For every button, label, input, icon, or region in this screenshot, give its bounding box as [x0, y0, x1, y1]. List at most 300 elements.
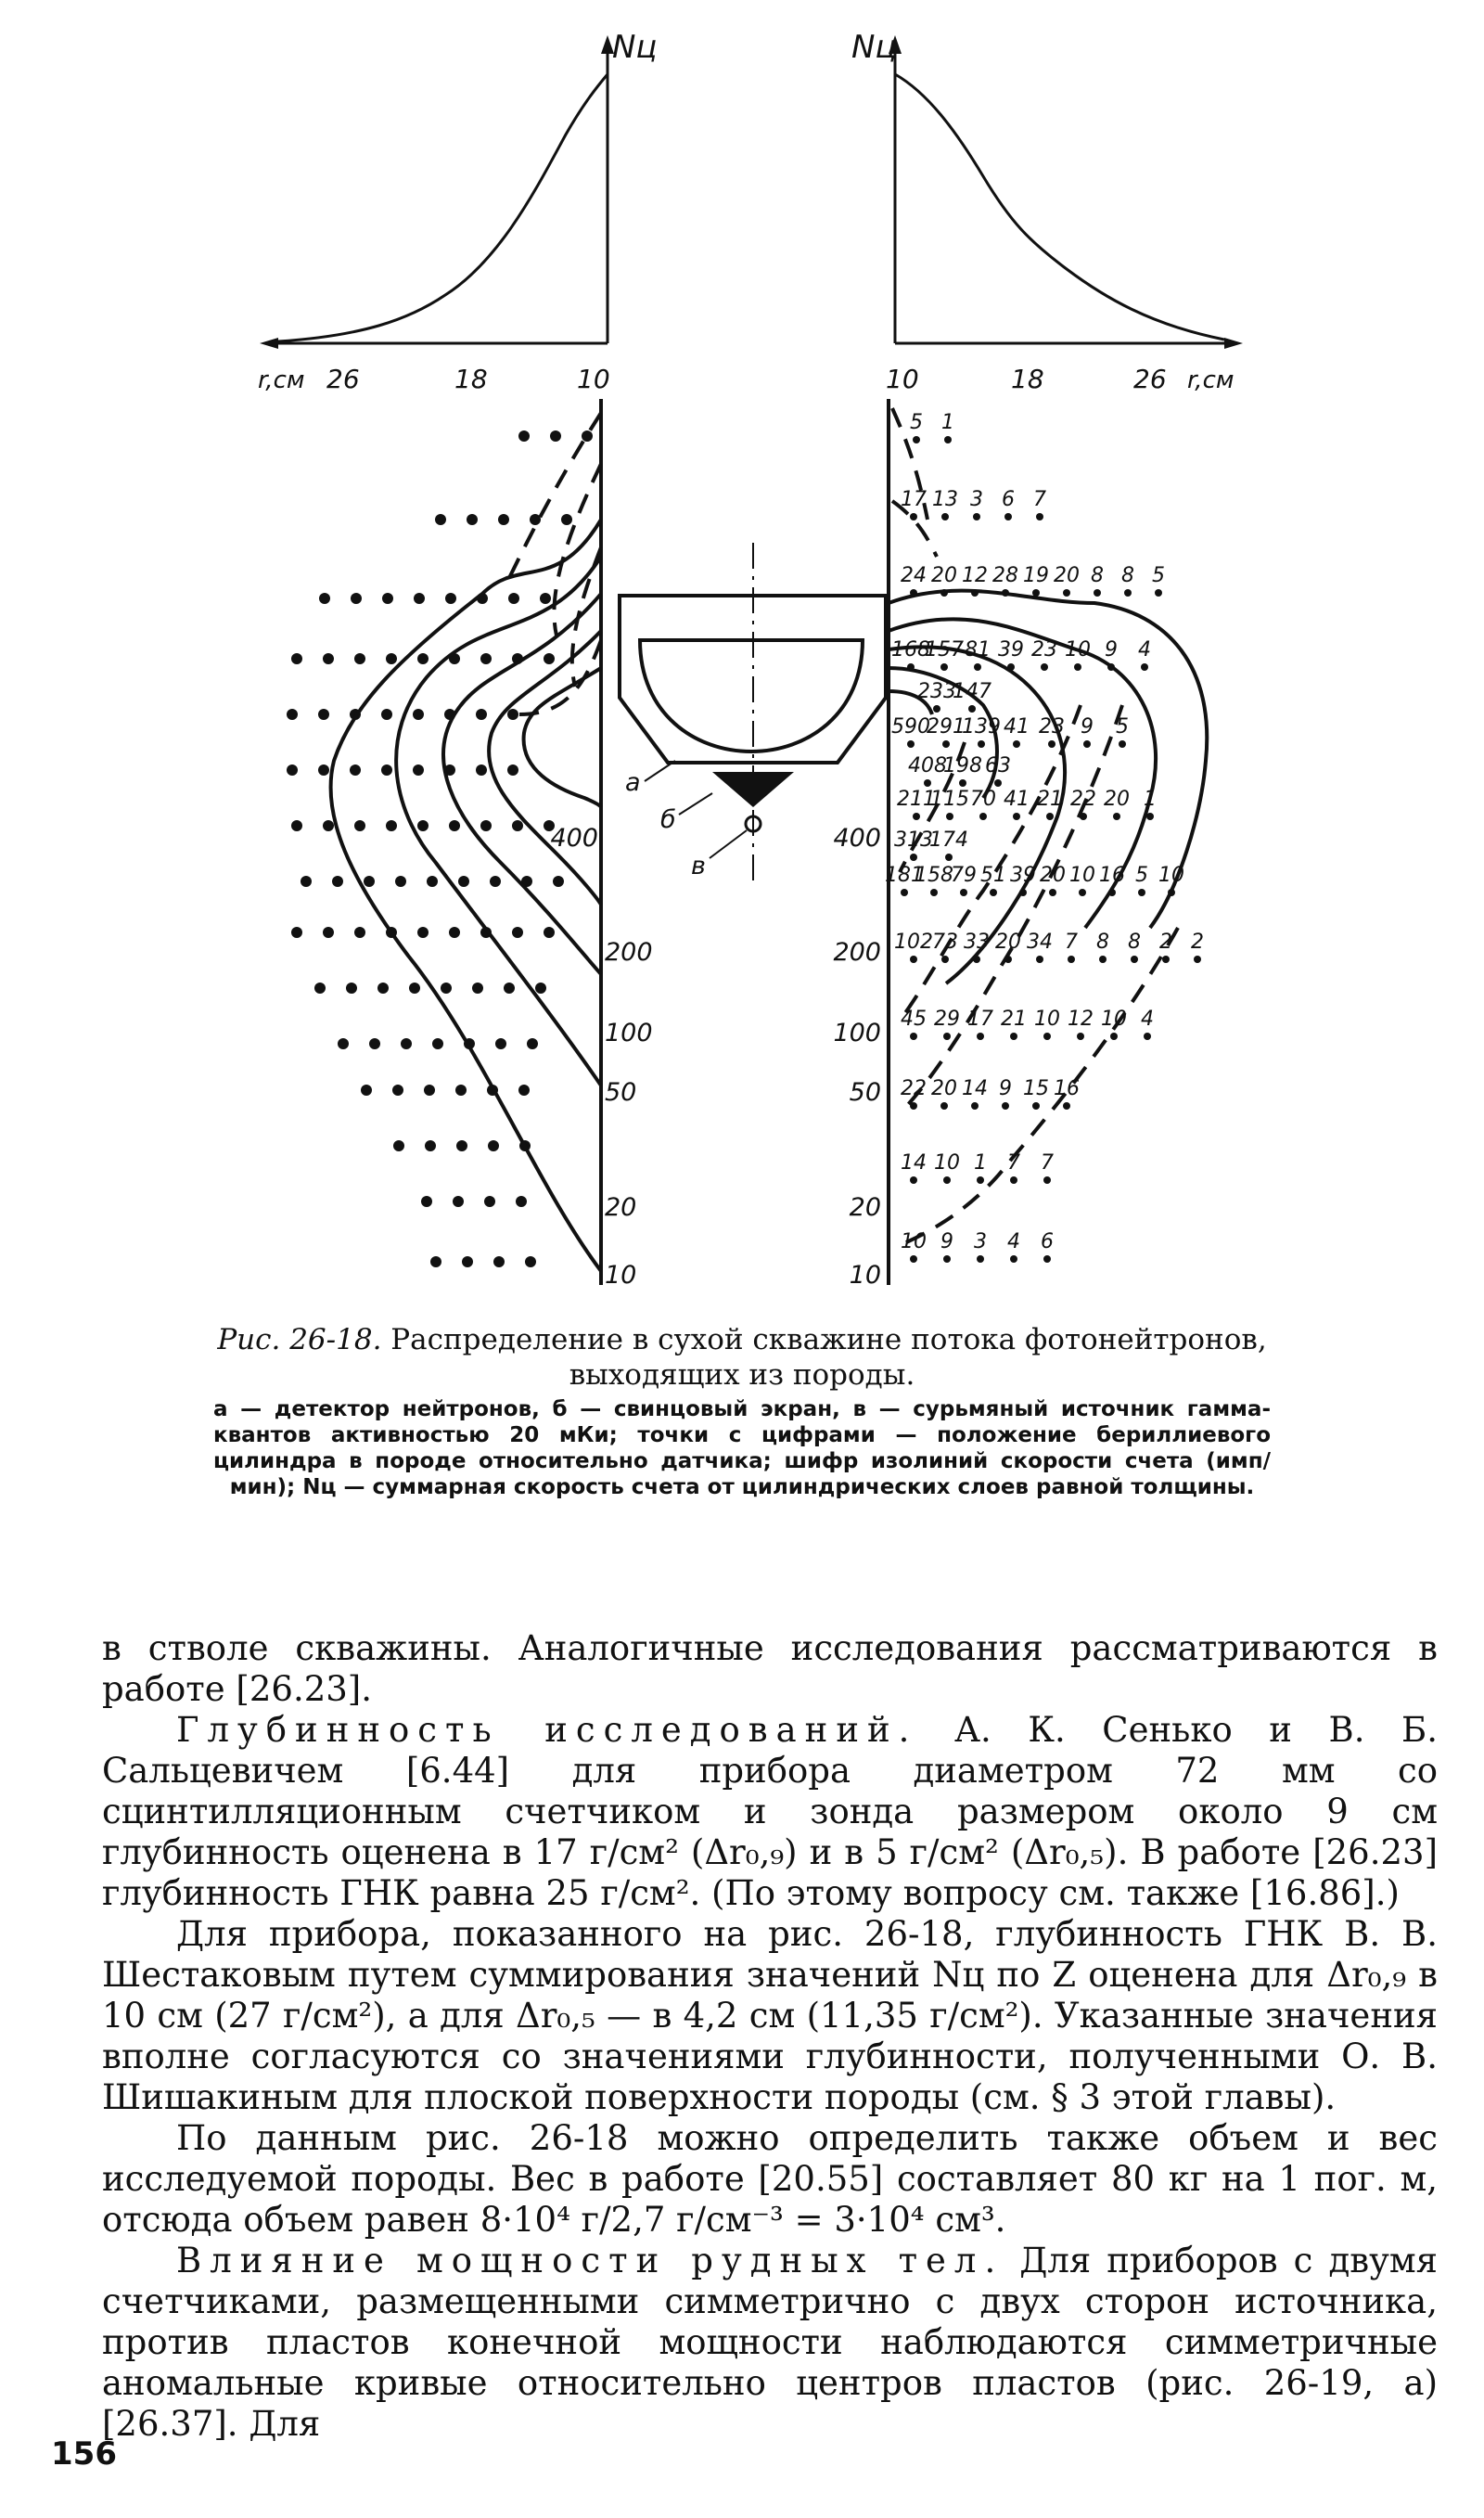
beryllium-position-dot: [413, 764, 424, 776]
left-isoline-label: 50: [605, 1078, 637, 1107]
beryllium-position-dot: [1146, 813, 1154, 820]
beryllium-position-dot: [561, 514, 572, 525]
beryllium-position-dot: [493, 1256, 505, 1267]
beryllium-position-dot: [364, 876, 375, 887]
beryllium-position-dot: [535, 983, 546, 994]
beryllium-position-dot: [910, 1255, 917, 1263]
count-rate-label: 211: [897, 788, 936, 811]
count-rate-label: 81: [965, 638, 991, 662]
count-rate-label: 79: [951, 864, 977, 887]
count-rate-label: 19: [1023, 564, 1049, 587]
beryllium-position-dot: [395, 876, 406, 887]
body-text: [102, 1628, 1438, 2445]
beryllium-position-dot: [1063, 589, 1070, 597]
count-rate-label: 1: [974, 1151, 987, 1175]
beryllium-position-dot: [941, 513, 949, 520]
beryllium-position-dot: [323, 927, 334, 938]
count-rate-label: 10: [901, 1230, 927, 1253]
count-rate-label: 33: [964, 931, 990, 954]
beryllium-position-dot: [476, 709, 487, 720]
beryllium-position-dot: [1010, 1176, 1017, 1184]
right-isoline-panel: [833, 399, 1207, 1290]
count-rate-label: 20: [1104, 788, 1130, 811]
count-rate-label: 8: [1128, 931, 1141, 954]
beryllium-position-dot: [1041, 663, 1048, 671]
beryllium-position-dot: [978, 740, 985, 748]
beryllium-position-dot: [907, 740, 915, 748]
count-rate-label: 22: [1070, 788, 1096, 811]
beryllium-position-dot: [913, 813, 920, 820]
beryllium-position-dot: [943, 1255, 951, 1263]
beryllium-position-dot: [1083, 740, 1091, 748]
beryllium-position-dot: [1155, 589, 1162, 597]
count-rate-label: 5: [1152, 564, 1165, 587]
paragraph: [102, 1710, 1438, 1914]
right-tick-26: 26: [1133, 364, 1167, 394]
beryllium-position-dot: [944, 436, 952, 443]
count-rate-label: 174: [929, 829, 968, 852]
beryllium-position-dot: [990, 889, 997, 896]
count-rate-label: 39: [998, 638, 1024, 662]
paragraph: Для прибора, показанного на рис. 26-18, глубинность ГНК В. В. Шестаковым путем суммирования значений Nц по Z оценена для Δr₀,₉ в 10 см (27 г/см²), а для Δr₀,₅ — в 4,2 см (11,35 г/см²). Указанные значения вполне согласуются со значениями глубинности, полученными О. В. Шишакиным для плоской поверхности породы (см. § 3 этой главы).: [102, 1914, 1438, 2117]
beryllium-position-dot: [1124, 589, 1132, 597]
beryllium-position-dot: [393, 1140, 404, 1151]
beryllium-position-dot: [427, 876, 438, 887]
count-rate-label: 23: [1031, 638, 1057, 662]
beryllium-position-dot: [1010, 1255, 1017, 1263]
count-rate-label: 14: [962, 1077, 988, 1100]
count-rate-label: 5: [910, 411, 923, 434]
beryllium-position-dot: [525, 1256, 536, 1267]
left-profile-curve: [278, 74, 608, 341]
beryllium-position-dot: [498, 514, 509, 525]
beryllium-position-dot: [910, 1102, 917, 1110]
beryllium-position-dot: [1107, 663, 1115, 671]
beryllium-position-dot: [1077, 1033, 1084, 1040]
left-tick-10: 10: [577, 364, 610, 394]
beryllium-position-dot: [1138, 889, 1145, 896]
paragraph-text: А. К. Сенько и В. Б. Сальцевичем [6.44] для прибора диаметром 72 мм со сцинтилляционным счетчиком и зонда размером около 9 см глубинность оценена в 17 г/см² (Δr₀,₉) и в 5 г/см² (Δr₀,₅). В работе [26.23] глубинность ГНК равна 25 г/см². (По этому вопросу см. также [16.86].): [102, 1710, 1438, 1913]
right-isoline-label: 10: [849, 1261, 881, 1290]
left-solid-isolines: [331, 520, 601, 1271]
count-rate-label: 23: [1039, 715, 1065, 739]
beryllium-position-dot: [941, 956, 949, 963]
paragraph: в стволе скважины. Аналогичные исследования рассматриваются в работе [26.23].: [102, 1628, 1438, 1709]
count-rate-label: 17: [967, 1008, 993, 1031]
beryllium-position-dot: [1032, 589, 1040, 597]
beryllium-position-dot: [1080, 813, 1087, 820]
count-rate-label: 20: [1040, 864, 1066, 887]
section-heading: Влияние мощности рудных тел.: [176, 2241, 1004, 2280]
beryllium-position-dot: [1099, 956, 1107, 963]
paragraph: По данным рис. 26-18 можно определить также объем и вес исследуемой породы. Вес в работе [20.55] составляет 80 кг на 1 пог. м, отсюда объем равен 8·10⁴ г/2,7 г/см⁻³ = 3·10⁴ см³.: [102, 2118, 1438, 2240]
left-isoline-label: 400: [550, 824, 598, 853]
figure-title: Распределение в сухой скважине потока фотонейтронов, выходящих из породы.: [390, 1323, 1267, 1392]
count-rate-label: 10: [1158, 864, 1184, 887]
count-rate-label: 15: [1023, 1077, 1049, 1100]
beryllium-position-dot: [508, 593, 519, 604]
beryllium-position-dot: [1131, 956, 1138, 963]
beryllium-position-dot: [910, 589, 917, 597]
right-profile-plot: [851, 29, 1243, 394]
right-isoline-label: 50: [849, 1078, 881, 1107]
beryllium-position-dot: [1036, 513, 1043, 520]
left-isoline-panel: [287, 399, 653, 1290]
count-rate-label: 590: [891, 715, 930, 739]
beryllium-position-dot: [1019, 889, 1027, 896]
beryllium-position-dot: [382, 593, 393, 604]
beryllium-position-dot: [346, 983, 357, 994]
beryllium-position-dot: [1013, 740, 1020, 748]
beryllium-position-dot: [933, 705, 940, 713]
beryllium-position-dot: [973, 956, 980, 963]
count-rate-label: 10: [1034, 1008, 1060, 1031]
beryllium-position-dot: [401, 1038, 412, 1049]
beryllium-position-dot: [462, 1256, 473, 1267]
beryllium-position-dot: [977, 1255, 984, 1263]
count-rate-label: 181: [885, 864, 924, 887]
count-rate-label: 102: [894, 931, 933, 954]
beryllium-position-dot: [1094, 589, 1101, 597]
count-rate-label: 17: [901, 488, 927, 511]
beryllium-position-dot: [319, 593, 330, 604]
beryllium-position-dot: [386, 653, 397, 664]
beryllium-position-dot: [507, 709, 518, 720]
beryllium-position-dot: [449, 927, 460, 938]
count-rate-label: 1: [1144, 788, 1157, 811]
beryllium-position-dot: [386, 820, 397, 831]
beryllium-position-dot: [449, 820, 460, 831]
beryllium-position-dot: [377, 983, 389, 994]
beryllium-position-dot: [323, 653, 334, 664]
beryllium-position-dot: [1043, 1033, 1051, 1040]
count-rate-label: 291: [927, 715, 966, 739]
beryllium-position-dot: [544, 653, 555, 664]
beryllium-position-dot: [1004, 956, 1012, 963]
count-rate-label: 7: [1033, 488, 1046, 511]
count-rate-label: 9: [1081, 715, 1094, 739]
left-tick-18: 18: [454, 364, 488, 394]
beryllium-position-dot: [361, 1085, 372, 1096]
beryllium-position-dot: [1007, 663, 1015, 671]
beryllium-position-dot: [472, 983, 483, 994]
count-rate-label: 139: [962, 715, 1001, 739]
beryllium-position-dot: [467, 514, 478, 525]
right-y-label: Nц: [851, 29, 897, 66]
count-rate-label: 313: [894, 829, 933, 852]
right-tick-10: 10: [886, 364, 919, 394]
count-rate-label: 10: [934, 1151, 960, 1175]
left-isoline-label: 20: [605, 1193, 637, 1222]
beryllium-position-dot: [974, 663, 981, 671]
count-rate-label: 29: [934, 1008, 960, 1031]
count-rate-label: 10: [1069, 864, 1095, 887]
count-rate-label: 147: [953, 680, 991, 703]
right-isoline-label: 400: [833, 824, 881, 853]
beryllium-position-dot: [338, 1038, 349, 1049]
count-rate-label: 16: [1099, 864, 1125, 887]
beryllium-position-dot: [445, 593, 456, 604]
count-rate-label: 39: [1010, 864, 1036, 887]
count-rate-label: 8: [1096, 931, 1109, 954]
beryllium-position-dot: [381, 764, 392, 776]
count-rate-label: 168: [891, 638, 930, 662]
count-rate-label: 4: [1007, 1230, 1020, 1253]
beryllium-position-dot: [971, 589, 979, 597]
beryllium-position-dot: [516, 1196, 527, 1207]
beryllium-position-dot: [458, 876, 469, 887]
beryllium-position-dot: [540, 593, 551, 604]
count-rate-label: 6: [1002, 488, 1015, 511]
count-rate-label: 45: [901, 1008, 927, 1031]
beryllium-position-dot: [354, 653, 365, 664]
count-rate-label: 6: [1041, 1230, 1054, 1253]
beryllium-position-dot: [323, 820, 334, 831]
beryllium-position-dot: [1068, 956, 1075, 963]
count-rate-label: 198: [943, 754, 982, 777]
beryllium-position-dot: [910, 1176, 917, 1184]
beryllium-position-dot: [490, 876, 501, 887]
count-rate-label: 10: [1101, 1008, 1127, 1031]
beryllium-position-dot: [943, 1033, 951, 1040]
count-rate-label: 7: [1007, 1151, 1020, 1175]
beryllium-position-dot: [1036, 956, 1043, 963]
beryllium-position-dot: [910, 513, 917, 520]
count-rate-label: 21: [1037, 788, 1063, 811]
beryllium-position-dot: [350, 764, 361, 776]
beryllium-position-dot: [417, 820, 429, 831]
beryllium-position-dot: [907, 663, 915, 671]
label-b: б: [660, 805, 676, 834]
right-isoline-label: 20: [849, 1193, 881, 1222]
count-rate-label: 3: [974, 1230, 987, 1253]
beryllium-position-dot: [946, 813, 953, 820]
count-rate-label: 20: [995, 931, 1021, 954]
count-rate-label: 5: [1135, 864, 1148, 887]
beryllium-position-dot: [369, 1038, 380, 1049]
beryllium-position-dot: [1079, 889, 1086, 896]
right-isoline-label: 200: [833, 938, 881, 967]
beryllium-position-dot: [553, 876, 564, 887]
beryllium-position-dot: [504, 983, 515, 994]
beryllium-position-dot: [435, 514, 446, 525]
beryllium-position-dot: [945, 854, 953, 861]
beryllium-position-dot: [1141, 663, 1148, 671]
beryllium-position-dot: [1194, 956, 1201, 963]
beryllium-position-dot: [425, 1140, 436, 1151]
beryllium-position-dot: [381, 709, 392, 720]
count-rate-label: 41: [1004, 715, 1030, 739]
count-rate-label: 14: [901, 1151, 927, 1175]
count-rate-label: 21: [1001, 1008, 1027, 1031]
beryllium-position-dot: [480, 653, 492, 664]
beryllium-position-dot: [354, 927, 365, 938]
beryllium-position-dot: [940, 1102, 948, 1110]
beryllium-position-dot: [495, 1038, 506, 1049]
beryllium-position-dot: [455, 1085, 467, 1096]
count-rate-label: 13: [932, 488, 958, 511]
beryllium-position-dot: [518, 1085, 530, 1096]
paragraph-text: Для приборов с двумя счетчиками, размещенными симметрично с двух сторон источника, против пластов конечной мощности наблюдаются симметричные аномальные кривые относительно центров пластов (рис. 26-19, а) [26.37]. Для: [102, 2241, 1438, 2444]
beryllium-position-dot: [994, 779, 1002, 787]
count-rate-label: 8: [1121, 564, 1134, 587]
beryllium-position-dot: [441, 983, 452, 994]
beryllium-position-dot: [979, 813, 987, 820]
beryllium-position-dot: [924, 779, 931, 787]
beryllium-position-dot: [507, 764, 518, 776]
beryllium-position-dot: [1144, 1033, 1151, 1040]
beryllium-position-dot: [518, 430, 530, 442]
beryllium-position-dot: [901, 889, 908, 896]
beryllium-position-dot: [484, 1196, 495, 1207]
beryllium-position-dot: [973, 513, 980, 520]
beryllium-position-dot: [1002, 1102, 1009, 1110]
count-rate-label: 41: [1004, 788, 1030, 811]
count-rate-label: 408: [908, 754, 947, 777]
count-rate-label: 158: [915, 864, 953, 887]
beryllium-position-dot: [550, 430, 561, 442]
beryllium-position-dot: [940, 663, 948, 671]
beryllium-position-dot: [527, 1038, 538, 1049]
beryllium-position-dot: [1074, 663, 1081, 671]
label-v: в: [691, 852, 706, 880]
beryllium-position-dot: [1002, 589, 1009, 597]
left-isoline-label: 200: [605, 938, 653, 967]
beryllium-position-dot: [354, 820, 365, 831]
beryllium-position-dot: [318, 709, 329, 720]
beryllium-position-dot: [1168, 889, 1175, 896]
count-rate-label: 12: [962, 564, 988, 587]
beryllium-position-dot: [413, 709, 424, 720]
count-rate-label: 22: [901, 1077, 927, 1100]
beryllium-position-dot: [318, 764, 329, 776]
beryllium-position-dot: [1043, 1176, 1051, 1184]
beryllium-position-dot: [291, 653, 302, 664]
section-heading: Глубинность исследований.: [176, 1710, 918, 1750]
beryllium-position-dot: [977, 1033, 984, 1040]
count-rate-label: 7: [1065, 931, 1078, 954]
count-rate-label: 115: [930, 788, 969, 811]
beryllium-position-dot: [512, 927, 523, 938]
count-rate-label: 10: [1065, 638, 1091, 662]
beryllium-position-dot: [971, 1102, 979, 1110]
beryllium-position-dot: [476, 764, 487, 776]
right-tick-18: 18: [1011, 364, 1044, 394]
count-rate-label: 24: [901, 564, 927, 587]
count-rate-label: 28: [992, 564, 1018, 587]
beryllium-position-dot: [1046, 813, 1054, 820]
beryllium-position-dot: [351, 593, 362, 604]
count-rate-label: 7: [1041, 1151, 1054, 1175]
count-rate-label: 1: [941, 411, 954, 434]
beryllium-position-dot: [424, 1085, 435, 1096]
right-counts-grid: [885, 411, 1204, 1263]
x-axis-arrow-icon: [1224, 338, 1243, 349]
beryllium-position-dot: [1043, 1255, 1051, 1263]
beryllium-position-dot: [1110, 1033, 1118, 1040]
count-rate-label: 9: [999, 1077, 1012, 1100]
beryllium-position-dot: [930, 889, 938, 896]
beryllium-position-dot: [910, 956, 917, 963]
count-rate-label: 20: [931, 1077, 957, 1100]
beryllium-position-dot: [943, 1176, 951, 1184]
beryllium-position-dot: [291, 820, 302, 831]
count-rate-label: 2: [1159, 931, 1172, 954]
count-rate-label: 157: [925, 638, 964, 662]
right-x-unit: r,см: [1187, 366, 1235, 394]
beryllium-position-dot: [582, 430, 593, 442]
count-rate-label: 12: [1068, 1008, 1094, 1031]
count-rate-label: 8: [1091, 564, 1104, 587]
beryllium-position-dot: [417, 927, 429, 938]
beryllium-position-dot: [968, 705, 976, 713]
count-rate-label: 2: [1191, 931, 1204, 954]
beryllium-position-dot: [1010, 1033, 1017, 1040]
right-dashed-isolines: [892, 408, 1178, 1243]
beryllium-position-dot: [910, 854, 917, 861]
beryllium-position-dot: [432, 1038, 443, 1049]
beryllium-position-dot: [512, 820, 523, 831]
beryllium-position-dot: [1048, 740, 1055, 748]
count-rate-label: 9: [940, 1230, 953, 1253]
beryllium-position-dot: [301, 876, 312, 887]
beryllium-position-dot: [291, 927, 302, 938]
beryllium-position-dot: [1113, 813, 1120, 820]
beryllium-position-dot: [1049, 889, 1056, 896]
figure-caption-title: [213, 1322, 1271, 1393]
beryllium-position-dot: [332, 876, 343, 887]
beryllium-position-dot: [314, 983, 326, 994]
beryllium-position-dot: [480, 820, 492, 831]
left-tick-26: 26: [326, 364, 360, 394]
left-isoline-label: 100: [605, 1019, 653, 1047]
count-rate-label: 16: [1054, 1077, 1080, 1100]
count-rate-label: 20: [1054, 564, 1080, 587]
figure-caption-legend: а — детектор нейтронов, б — свинцовый экран, в — сурьмяный источник гамма-квантов активностью 20 мКи; точки с цифрами — положение бериллиевого цилиндра в породе относительно датчика; шифр изолиний скорости счета (имп/мин); Nц — суммарная скорость счета от цилиндрических слоев равной толщины.: [213, 1397, 1271, 1499]
beryllium-position-dot: [544, 927, 555, 938]
right-profile-curve: [895, 74, 1224, 340]
figure-label: Рис. 26-18.: [217, 1323, 382, 1356]
beryllium-position-dot: [409, 983, 420, 994]
beryllium-position-dot: [913, 436, 920, 443]
label-a: а: [625, 768, 641, 797]
beryllium-position-dot: [1162, 956, 1170, 963]
count-rate-label: 3: [970, 488, 983, 511]
count-rate-label: 9: [1105, 638, 1118, 662]
count-rate-label: 233: [917, 680, 956, 703]
left-x-unit: r,см: [258, 366, 305, 394]
neutron-detector: [640, 640, 863, 752]
beryllium-position-dot: [1063, 1102, 1070, 1110]
beryllium-position-dot: [417, 653, 429, 664]
count-rate-label: 51: [980, 864, 1006, 887]
beryllium-position-dot: [940, 589, 948, 597]
count-rate-label: 63: [985, 754, 1011, 777]
left-y-label: Nц: [612, 29, 658, 66]
beryllium-position-dot: [414, 593, 425, 604]
count-rate-label: 4: [1141, 1008, 1154, 1031]
beryllium-position-dot: [959, 779, 966, 787]
count-rate-label: 73: [932, 931, 958, 954]
beryllium-position-dot: [1108, 889, 1116, 896]
beryllium-position-dot: [392, 1085, 403, 1096]
beryllium-position-dot: [1032, 1102, 1040, 1110]
x-axis-arrow-icon: [260, 338, 278, 349]
count-rate-label: 34: [1027, 931, 1053, 954]
beryllium-position-dot: [488, 1140, 499, 1151]
beryllium-position-dot: [942, 740, 950, 748]
beryllium-position-dot: [287, 764, 298, 776]
